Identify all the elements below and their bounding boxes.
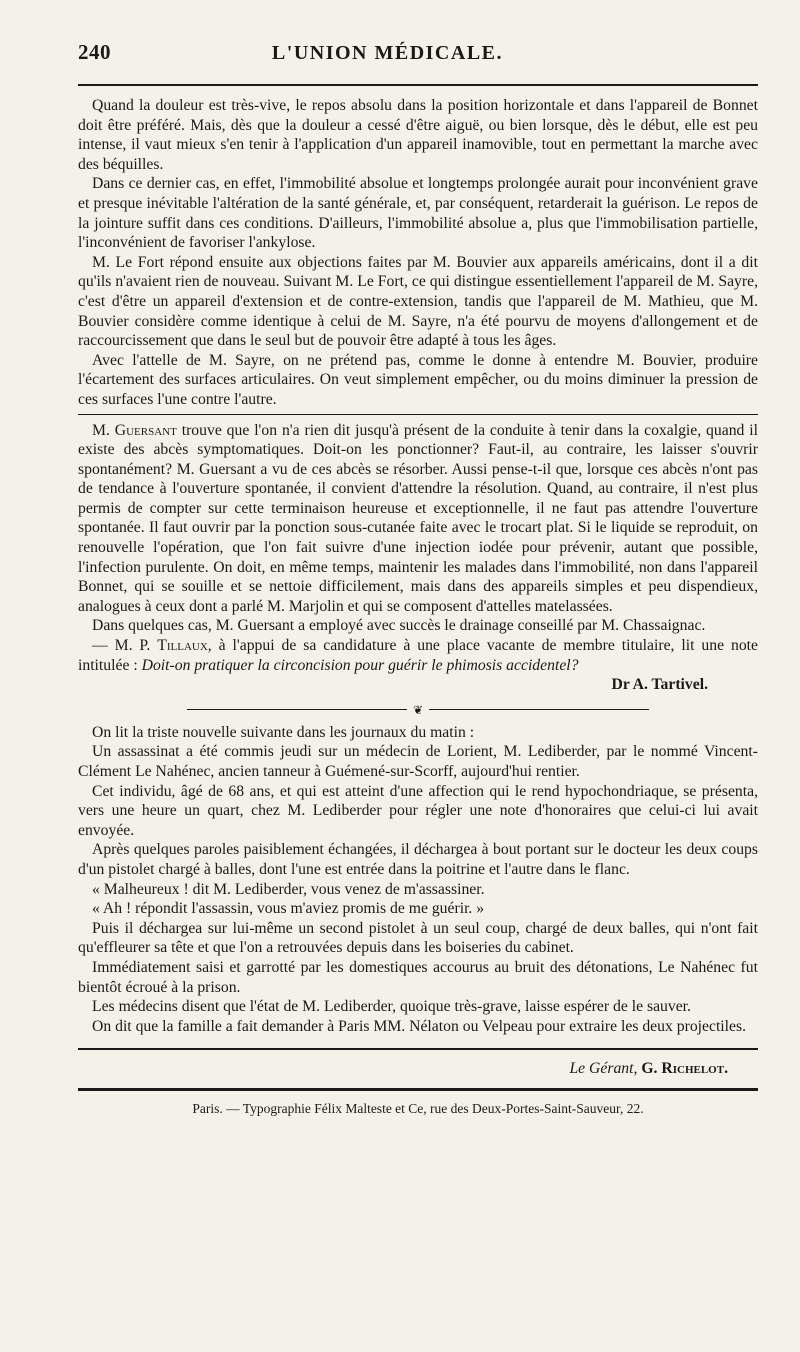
manager-label: Le Gérant, [569, 1060, 638, 1078]
paragraph: Quand la douleur est très-vive, le repos absolu dans la position horizontale et dans l'appareil de Bonnet doit être préféré. Mais, dès que la douleur a cessé d'être aiguë, ou bien lorsque, dès le début, elle est peu intense, il vaut mieux s'en tenir à l'application d'un appareil inamovible, tout en permettant la marche avec des béquilles. [78, 97, 758, 173]
paragraph-text: , à l'appui de sa candidature à une place vacante de membre titulaire, lit une note intitulée : [78, 637, 758, 674]
paragraph: Avec l'attelle de M. Sayre, on ne prétend pas, comme le donne à entendre M. Bouvier, produire l'écartement des surfaces articulaires. On veut simplement empêcher, ou du moins diminuer la pression de ces surfaces l'une contre l'autre. [78, 351, 758, 408]
manager-signature [78, 1060, 728, 1078]
quote-line: « Malheureux ! dit M. Lediberder, vous venez de m'assassiner. [92, 880, 485, 898]
speaker-name: Tillaux [157, 637, 208, 655]
paragraph-text: trouve que l'on n'a rien dit jusqu'à présent de la conduite à tenir dans la coxalgie, quand il existe des abcès symptomatiques. Doit-on les ponctionner? Faut-il, au contraire, les laisser s'ouvrir spontanément? M. Guersant a vu de ces abcès se résorber. Aussi pense-t-il que, lorsque ces abcès n'ont pas de tendance à l'ouverture spontanée, il convient d'attendre la résolution. Quand, au contraire, il n'est plus permis de compter sur cette terminaison heureuse et exceptionnelle, il ne faut pas attendre l'ouverture spontanée. Il faut ouvrir par la ponction sous-cutanée faite avec le trocart plat. Si le liquide se reproduit, on renouvelle l'opération, que l'on fait suivre d'une injection iodée pour prévenir, autant que possible, l'infection purulente. On doit, en même temps, maintenir les malades dans l'immobilité, non dans l'appareil Bonnet, qui se souille et se nettoie difficilement, mais dans des appareils simples et peu dispendieux, analogues à ceux dont a parlé M. Marjolin et qui se composent d'attelles matelassées. [78, 421, 758, 615]
printer-imprint: Paris. — Typographie Félix Malteste et Ce, rue des Deux-Portes-Saint-Sauveur, 22. [192, 1101, 644, 1117]
paragraph: Puis il déchargea sur lui-même un second pistolet à un seul coup, chargé de deux balles, qui n'ont fait qu'effleurer sa tête et que l'on a retrouvées depuis dans les boiseries du cabinet. [78, 919, 758, 957]
fleuron-icon: ❦ [412, 702, 424, 717]
manager-name: G. Richelot. [641, 1060, 728, 1078]
header-rule [78, 84, 758, 86]
speaker-name: Guersant [114, 421, 177, 439]
running-title: L'UNION MÉDICALE. [271, 42, 503, 64]
page-header [78, 40, 758, 70]
paragraph: M. Le Fort répond ensuite aux objections faites par M. Bouvier aux appareils américains, dont il a dit qu'ils n'avaient rien de nouveau. Suivant M. Le Fort, ce qui distingue essentiellement l'appareil de M. Sayre, c'est d'être un appareil d'extension et de contre-extension, tandis que l'appareil de M. Mathieu, que M. Bouvier considère comme identique à celui de M. Sayre, n'a été pourvu de moyens d'allongement et de raccourcissement que dans le seul but de pouvoir être adapté à tous les âges. [78, 253, 758, 350]
paragraph-lead: M. [92, 421, 115, 439]
paragraph-guersant [78, 421, 758, 617]
divider-line [187, 709, 407, 710]
note-title: Doit-on pratiquer la circoncision pour guérir le phimosis accidentel? [141, 656, 579, 674]
divider-line [429, 709, 649, 710]
page-number: 240 [78, 40, 111, 64]
paragraph-tillaux [78, 636, 758, 675]
paragraph-lead: — M. P. [92, 637, 158, 655]
news-intro: On lit la triste nouvelle suivante dans les journaux du matin : [92, 723, 475, 741]
article-body [78, 96, 758, 1036]
paragraph: Après quelques paroles paisiblement échangées, il déchargea à bout portant sur le docteur les deux coups d'un pistolet chargé à balles, dont l'une est entrée dans la poitrine et l'autre dans le flanc. [78, 841, 758, 878]
ornamental-divider [78, 702, 758, 717]
paragraph: Cet individu, âgé de 68 ans, et qui est atteint d'une affection qui le rend hypochondriaque, se présenta, vers une heure un quart, chez M. Lediberder pour régler une note d'honoraires que celui-ci lui avait envoyée. [78, 782, 758, 839]
paragraph: Dans quelques cas, M. Guersant a employé avec succès le drainage conseillé par M. Chassaignac. [92, 617, 706, 635]
paragraph: Les médecins disent que l'état de M. Lediberder, quoique très-grave, laisse espérer de le sauver. [92, 998, 691, 1016]
author-signature: Dr A. Tartivel. [611, 676, 708, 694]
footer-rule-thick [78, 1088, 758, 1091]
paragraph: Dans ce dernier cas, en effet, l'immobilité absolue et longtemps prolongée aurait pour inconvénient grave et presque inévitable l'altération de la santé générale, et, par conséquent, retarderait la guérison. Le repos de la jointure suffit dans ces conditions. D'ailleurs, l'immobilité absolue a, plus que l'immobilisation partielle, l'inconvénient de favoriser l'ankylose. [78, 175, 758, 252]
paragraph: Immédiatement saisi et garrotté par les domestiques accourus au bruit des détonations, Le Nahénec fut bientôt écroué à la prison. [78, 958, 758, 996]
footer-rule-thin [78, 1048, 758, 1050]
paragraph: Un assassinat a été commis jeudi sur un médecin de Lorient, M. Lediberder, par le nommé Vincent-Clément Le Nahénec, ancien tanneur à Guémené-sur-Scorff, aujourd'hui rentier. [78, 743, 758, 780]
paragraph: On dit que la famille a fait demander à Paris MM. Nélaton ou Velpeau pour extraire les deux projectiles. [92, 1017, 747, 1035]
section-separator [78, 414, 758, 415]
journal-page [78, 40, 758, 1117]
quote-line: « Ah ! répondit l'assassin, vous m'aviez promis de me guérir. » [92, 900, 485, 918]
